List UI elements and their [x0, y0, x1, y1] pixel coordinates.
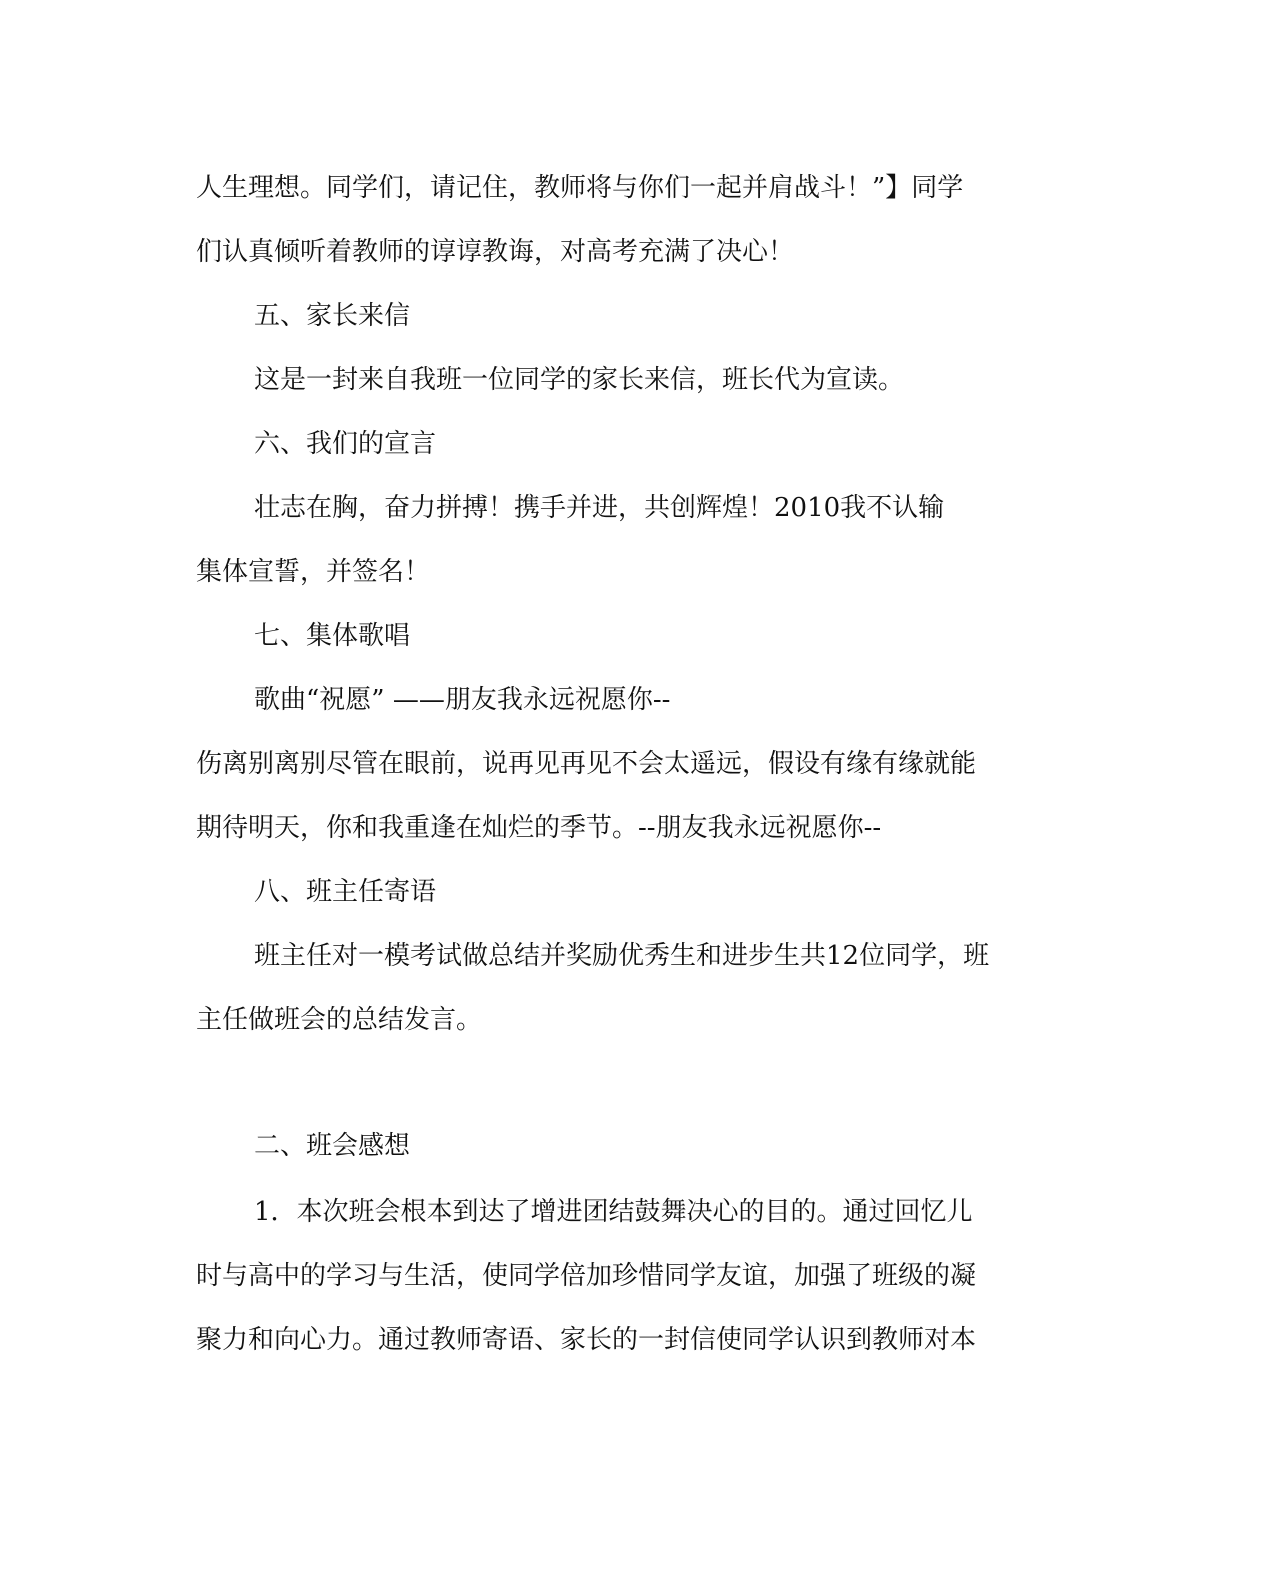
- section-heading-teacher-message: 八、班主任寄语: [254, 877, 437, 907]
- text-line-9: 歌曲“祝愿” ——朋友我永远祝愿你--: [254, 685, 671, 715]
- text-line-10: 伤离别离别尽管在眼前，说再见再见不会太遥远，假设有缘有缘就能: [196, 749, 977, 779]
- text-line-14: 主任做班会的总结发言。: [196, 1005, 483, 1035]
- text-line-17: 时与高中的学习与生活，使同学倍加珍惜同学友谊，加强了班级的凝: [196, 1261, 977, 1291]
- text-line-7: 集体宣誓，并签名！: [196, 557, 431, 587]
- section-heading-declaration: 六、我们的宣言: [254, 429, 437, 459]
- section-heading-group-singing: 七、集体歌唱: [254, 621, 411, 651]
- text-line-6: 壮志在胸，奋力拼搏！携手并进，共创辉煌！2010我不认输: [254, 493, 945, 523]
- text-line-18: 聚力和向心力。通过教师寄语、家长的一封信使同学认识到教师对本: [196, 1325, 977, 1355]
- text-line-1: 人生理想。同学们，请记住，教师将与你们一起并肩战斗！”】同学: [196, 173, 964, 203]
- text-line-13: 班主任对一模考试做总结并奖励优秀生和进步生共12位同学，班: [254, 941, 990, 971]
- section-heading-reflections: 二、班会感想: [254, 1131, 411, 1161]
- text-line-16: 1．本次班会根本到达了增进团结鼓舞决心的目的。通过回忆儿: [254, 1197, 973, 1227]
- text-line-11: 期待明天，你和我重逢在灿烂的季节。--朋友我永远祝愿你--: [196, 813, 882, 843]
- text-line-4: 这是一封来自我班一位同学的家长来信，班长代为宣读。: [254, 365, 905, 395]
- text-line-2: 们认真倾听着教师的谆谆教诲，对高考充满了决心！: [196, 237, 795, 267]
- section-heading-family-letter: 五、家长来信: [254, 301, 411, 331]
